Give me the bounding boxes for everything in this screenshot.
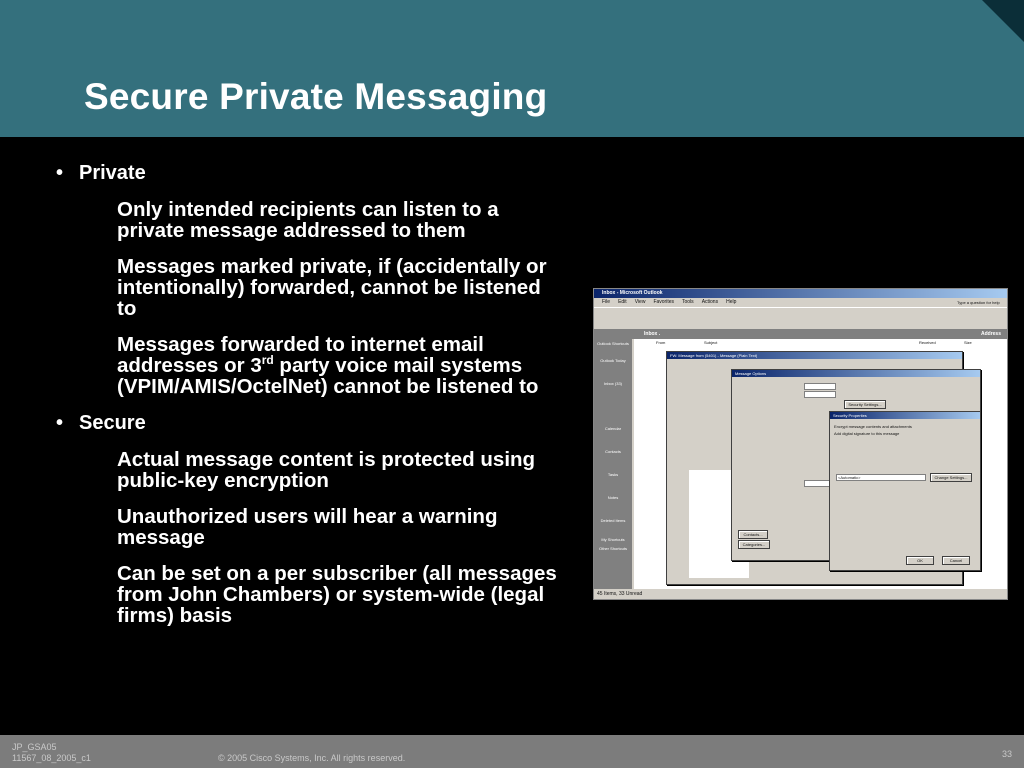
footer-code-line2: 11567_08_2005_c1 <box>12 753 91 763</box>
encrypt-checkbox[interactable]: Encrypt message contents and attachments <box>834 424 912 429</box>
shortcut-header: Outlook Shortcuts <box>597 341 629 346</box>
menu-actions[interactable]: Actions <box>701 299 719 305</box>
footer-code <box>12 742 91 764</box>
sub-item-text: Messages forwarded to internet email addresses or 3 <box>117 333 484 377</box>
slide-footer <box>0 735 1024 768</box>
outlook-status-bar: 45 Items, 33 Unread <box>594 589 1007 599</box>
footer-copyright: © 2005 Cisco Systems, Inc. All rights reserved. <box>218 753 406 763</box>
menu-help[interactable]: Help <box>726 299 737 305</box>
inbox-label: Inbox . <box>644 331 661 337</box>
shortcut-tasks[interactable]: Tasks <box>607 472 619 477</box>
slide-title: Secure Private Messaging <box>84 76 548 117</box>
page-number: 33 <box>1001 749 1012 759</box>
menu-tools[interactable]: Tools <box>682 299 694 305</box>
shortcut-contacts[interactable]: Contacts <box>605 449 621 454</box>
corner-accent <box>982 0 1024 42</box>
shortcut-deleted[interactable]: Deleted Items <box>600 518 626 523</box>
sub-item: Actual message content is protected using public-key encryption <box>117 448 536 492</box>
menu-view[interactable]: View <box>634 299 646 305</box>
outlook-screenshot <box>593 288 1008 600</box>
menu-favorites[interactable]: Favorites <box>653 299 674 305</box>
slide-body <box>56 162 566 641</box>
sub-item-text: party voice mail systems (VPIM/AMIS/OctelNet) cannot be listened to <box>117 354 539 398</box>
outlook-toolbar-2 <box>594 318 1007 328</box>
sub-item: Can be set on a per subscriber (all messages from John Chambers) or system-wide (legal firms) basis <box>117 562 557 627</box>
cancel-button[interactable]: Cancel <box>942 556 970 565</box>
bullet-heading: Private <box>79 162 146 184</box>
col-size[interactable]: Size <box>964 340 972 345</box>
address-label: Address <box>980 331 1001 337</box>
digital-signature-checkbox[interactable]: Add digital signature to this message <box>834 431 900 436</box>
ask-box[interactable]: Type a question for help <box>957 300 1000 305</box>
security-setting-select[interactable]: <Automatic> <box>836 474 926 481</box>
outlook-title-bar: Inbox - Microsoft Outlook <box>594 289 1007 298</box>
bullet-secure <box>56 412 566 435</box>
categories-button[interactable]: Categories... <box>738 540 770 549</box>
security-properties-title: Security Properties <box>830 412 980 419</box>
forward-window-title: FW: Message from (5401) - Message (Plain Text) <box>667 352 962 359</box>
ok-button[interactable]: OK <box>906 556 934 565</box>
menu-file[interactable]: File <box>602 299 611 305</box>
security-properties-dialog <box>829 411 981 571</box>
message-options-title: Message Options <box>732 370 980 377</box>
col-subject[interactable]: Subject <box>704 340 718 345</box>
shortcut-notes[interactable]: Notes <box>607 495 619 500</box>
outlook-menu-bar <box>594 298 1007 307</box>
change-settings-button[interactable]: Change Settings... <box>930 473 972 482</box>
shortcut-calendar[interactable]: Calendar <box>604 426 622 431</box>
sub-item: Messages marked private, if (accidentally or intentionally) forwarded, cannot be listened to <box>117 255 547 320</box>
shortcut-inbox[interactable]: Inbox (33) <box>603 381 622 386</box>
security-settings-button[interactable]: Security Settings... <box>844 400 886 409</box>
menu-edit[interactable]: Edit <box>618 299 627 305</box>
title-bar <box>0 0 1024 137</box>
importance-select[interactable] <box>804 383 836 390</box>
footer-code-line1: JP_GSA05 <box>12 742 57 752</box>
sub-item <box>117 334 557 397</box>
bullet-dot: • <box>56 162 64 184</box>
sub-item: Unauthorized users will hear a warning message <box>117 505 498 549</box>
col-received[interactable]: Received <box>919 340 936 345</box>
sub-item: Only intended recipients can listen to a private message addressed to them <box>117 198 499 242</box>
outlook-shortcuts <box>594 339 632 589</box>
contacts-button[interactable]: Contacts... <box>738 530 768 539</box>
col-from[interactable]: From <box>656 340 666 345</box>
shortcut-today[interactable]: Outlook Today <box>600 358 626 363</box>
bullet-heading: Secure <box>79 412 146 434</box>
inbox-bar <box>594 329 1007 339</box>
bullet-dot: • <box>56 412 64 434</box>
shortcut-other[interactable]: Other Shortcuts <box>598 546 627 551</box>
sensitivity-select[interactable] <box>804 391 836 398</box>
superscript: rd <box>261 353 274 368</box>
shortcut-my[interactable]: My Shortcuts <box>601 537 625 542</box>
bullet-private <box>56 162 566 185</box>
